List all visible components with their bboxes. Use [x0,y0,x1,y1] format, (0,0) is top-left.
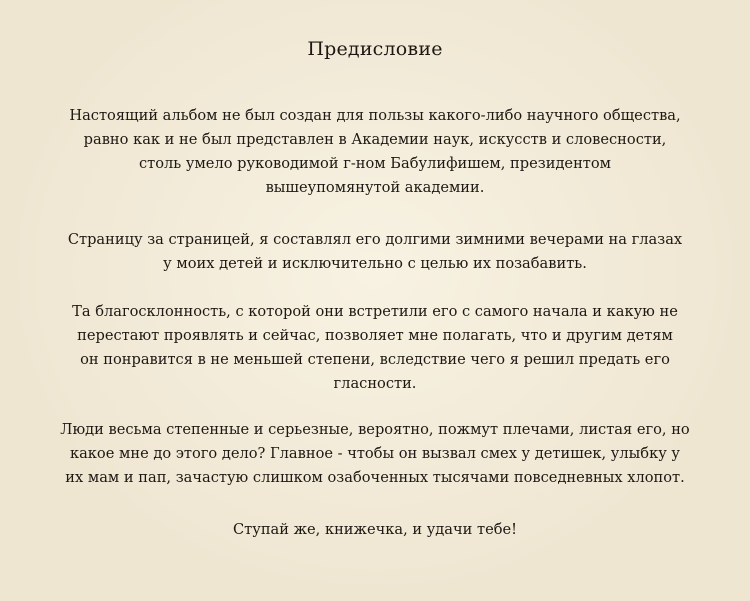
paragraph-line: их мам и пап, зачастую слишком озабоченных тысячами повседневных хлопот. [65,469,685,486]
paragraph-line: какое мне до этого дело? Главное - чтобы он вызвал смех у детишек, улыбку у [69,445,681,462]
paragraph-line: Настоящий альбом не был создан для пользы какого-либо научного общества, [69,107,681,124]
paragraph-line: равно как и не был представлен в Академии наук, искусств и словесности, [83,131,667,148]
paragraph-line: гласности. [333,375,417,392]
paragraph-5 [40,518,710,542]
paragraph-1 [40,104,710,200]
paragraph-2 [40,228,710,276]
paragraph-line: у моих детей и исключительно с целью их позабавить. [163,255,587,272]
paragraph-4 [40,418,710,490]
paragraph-line: Та благосклонность, с которой они встретили его с самого начала и какую не [72,303,678,320]
paragraph-line: Страницу за страницей, я составлял его долгими зимними вечерами на глазах [67,231,683,248]
paragraph-line: перестают проявлять и сейчас, позволяет мне полагать, что и другим детям [77,327,673,344]
paragraph-line: Люди весьма степенные и серьезные, вероятно, пожмут плечами, листая его, но [60,421,690,438]
paragraph-line: Ступай же, книжечка, и удачи тебе! [233,521,517,538]
page-title: Предисловие [307,38,443,60]
paragraph-3 [40,300,710,396]
paragraph-line: он понравится в не меньшей степени, вследствие чего я решил предать его [80,351,670,368]
paragraph-line: столь умело руководимой г-ном Бабулифишем, президентом [138,155,612,172]
paragraph-line: вышеупомянутой академии. [265,179,485,196]
